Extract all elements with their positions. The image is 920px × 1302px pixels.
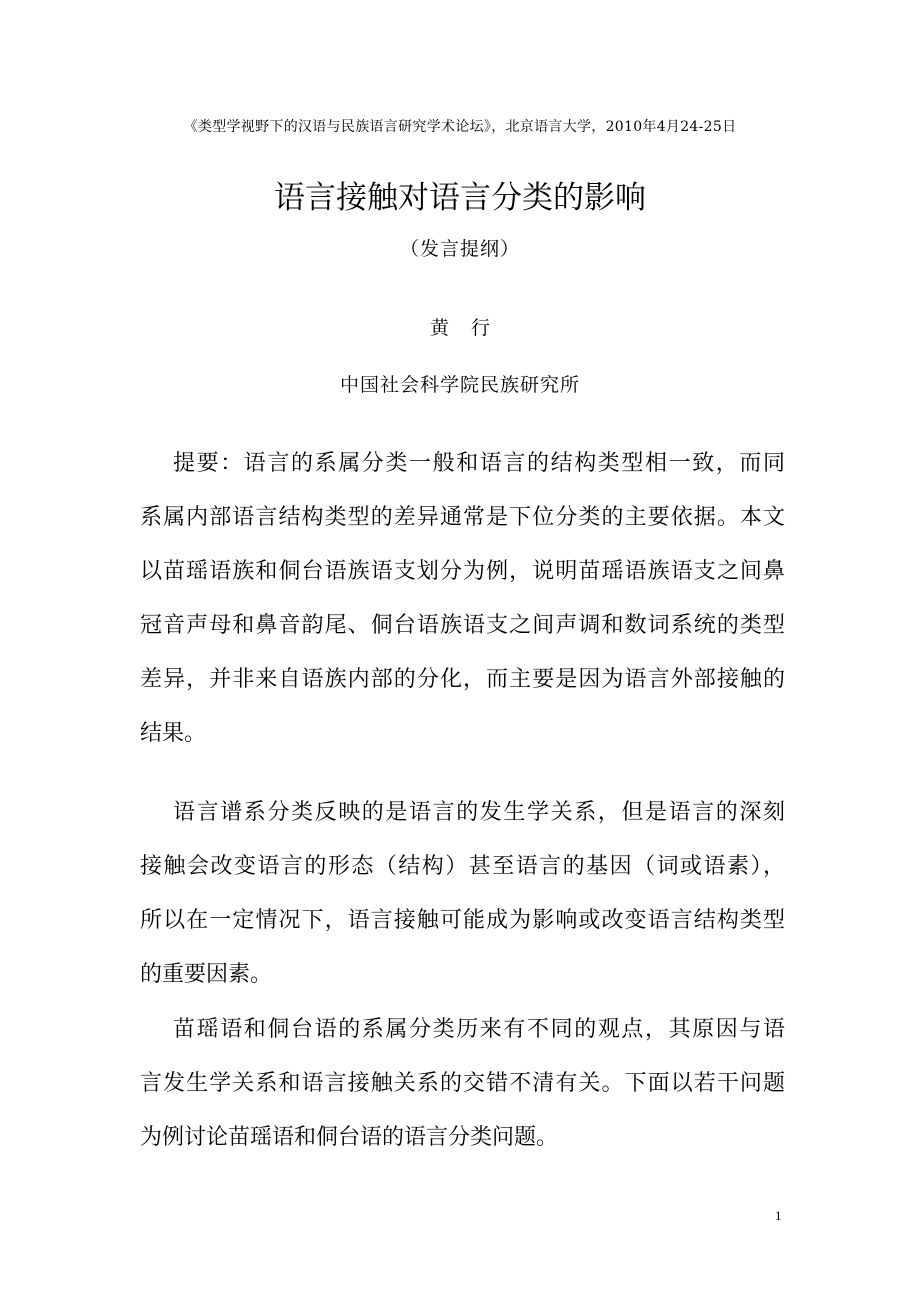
page-title: 语言接触对语言分类的影响 xyxy=(274,180,646,216)
abstract-line: 结果。 xyxy=(140,721,207,746)
body-paragraph xyxy=(140,1003,785,1165)
abstract-paragraph xyxy=(140,437,785,761)
conference-citation: 《类型学视野下的汉语与民族语言研究学术论坛》，北京语言大学，2010年4月24-25日 xyxy=(183,119,737,135)
abstract-line: 提要：语言的系属分类一般和语言的结构类型相一致，而同 xyxy=(173,451,785,476)
page-number: 1 xyxy=(775,1208,782,1223)
paragraph-line: 苗瑶语和侗台语的系属分类历来有不同的观点，其原因与语 xyxy=(173,1017,785,1042)
subtitle: （发言提纲） xyxy=(399,238,520,260)
author-name: 黄行 xyxy=(429,317,512,339)
abstract-line: 冠音声母和鼻音韵尾、侗台语族语支之间声调和数词系统的类型 xyxy=(140,613,785,638)
paragraph-line: 语言谱系分类反映的是语言的发生学关系，但是语言的深刻 xyxy=(173,800,785,825)
abstract-line: 差异，并非来自语族内部的分化，而主要是因为语言外部接触的 xyxy=(140,667,785,692)
author-affiliation: 中国社会科学院民族研究所 xyxy=(339,374,580,396)
paragraph-line: 所以在一定情况下，语言接触可能成为影响或改变语言结构类型 xyxy=(140,908,785,933)
paragraph-line: 为例讨论苗瑶语和侗台语的语言分类问题。 xyxy=(140,1125,559,1150)
paragraph-line: 言发生学关系和语言接触关系的交错不清有关。下面以若干问题 xyxy=(140,1071,785,1096)
abstract-line: 以苗瑶语族和侗台语族语支划分为例，说明苗瑶语族语支之间鼻 xyxy=(140,559,785,584)
paragraph-line: 的重要因素。 xyxy=(140,962,273,987)
paragraph-line: 接触会改变语言的形态（结构）甚至语言的基因（词或语素）， xyxy=(140,854,785,879)
body-paragraph xyxy=(140,786,785,1002)
abstract-line: 系属内部语言结构类型的差异通常是下位分类的主要依据。本文 xyxy=(140,505,785,530)
